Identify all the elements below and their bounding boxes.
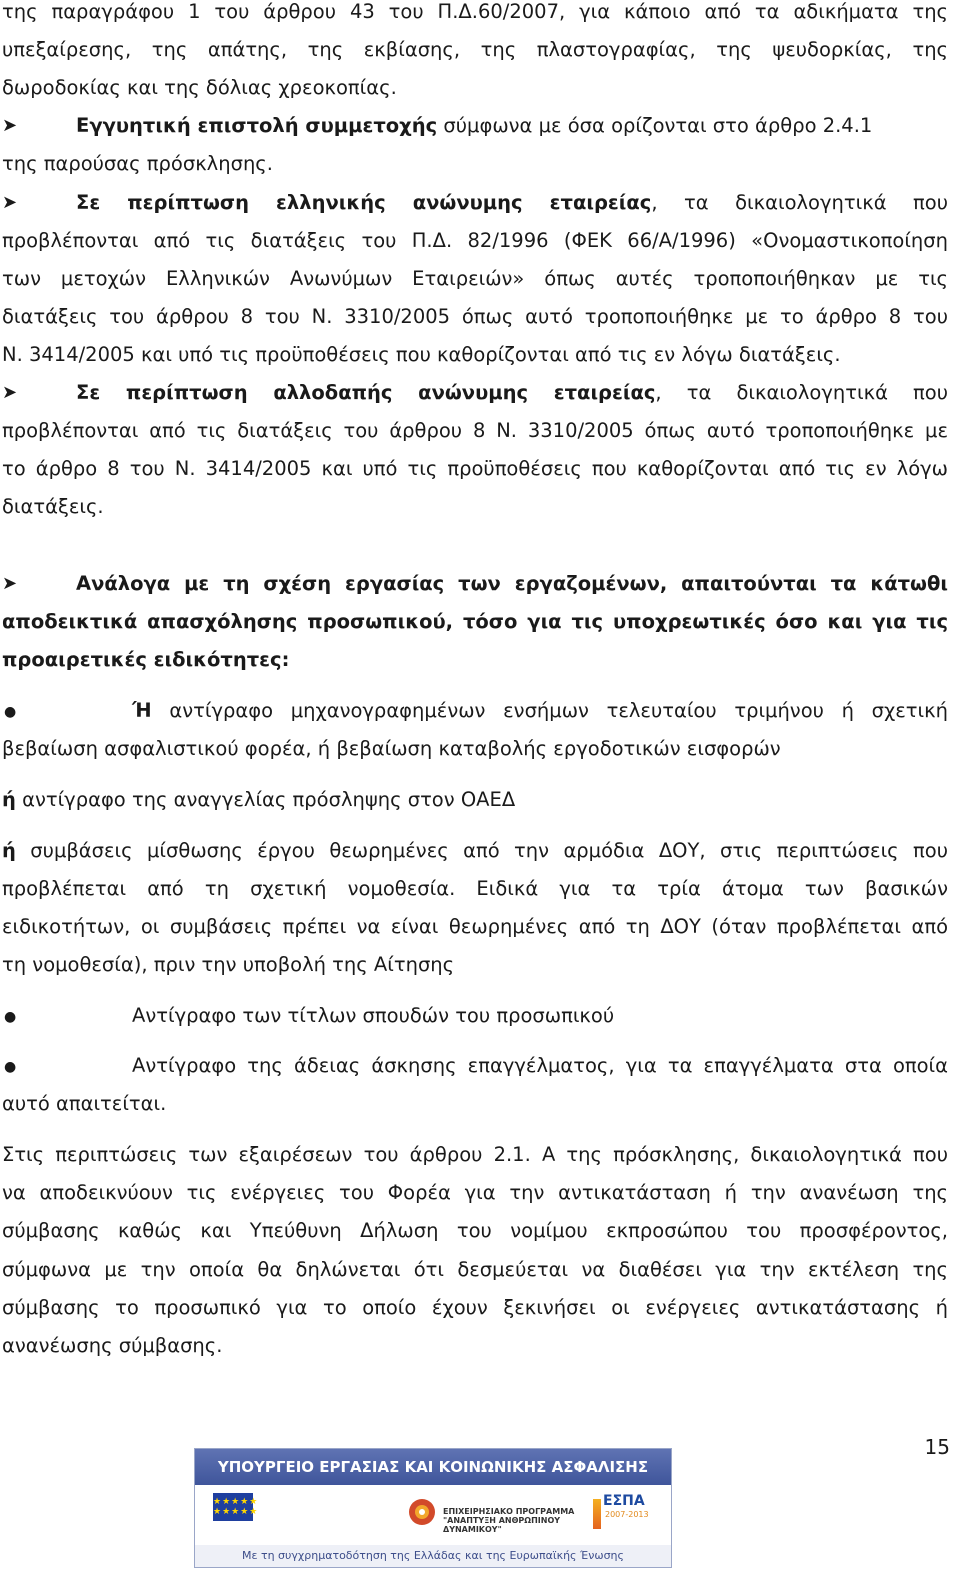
text-line: διατάξεις. xyxy=(2,495,104,518)
item-text: αντίγραφο της αναγγελίας πρόσληψης στον ΟΑΕΔ xyxy=(15,788,516,811)
closing-line: Στις περιπτώσεις των εξαιρέσεων του άρθρου 2.1. Α της πρόσκλησης, δικαιολογητικά που xyxy=(2,1143,948,1166)
bullet-dot-icon: ● xyxy=(4,704,17,720)
bullet-text: σύμφωνα με όσα ορίζονται στο άρθρο 2.4.1 xyxy=(437,114,873,137)
bullet-greek-sa xyxy=(76,191,948,215)
item-text: αντίγραφο μηχανογραφημένων ενσήμων τελευταίου τριμήνου ή σχετική xyxy=(151,699,948,722)
bullet-foreign-sa xyxy=(76,381,948,405)
bold-term: ή xyxy=(2,788,16,811)
item-oaed xyxy=(2,788,948,812)
item-titles: Αντίγραφο των τίτλων σπουδών του προσωπικού xyxy=(132,1004,615,1027)
text-line: προαιρετικές ειδικότητες: xyxy=(2,648,290,671)
arrow-bullet-icon: ➤ xyxy=(2,382,18,403)
text-line: υπεξαίρεσης, της απάτης, της εκβίασης, της πλαστογραφίας, της ψευδορκίας, της xyxy=(2,38,948,61)
text-line: της παρούσας πρόσκλησης. xyxy=(2,152,273,175)
espa-years: 2007-2013 xyxy=(605,1510,649,1519)
bullet-text: , τα δικαιολογητικά που xyxy=(655,381,948,404)
programme-label: ΕΠΙΧΕΙΡΗΣΙΑΚΟ ΠΡΟΓΡΑΜΜΑ "ΑΝΑΠΤΥΞΗ ΑΝΘΡΩΠΙΝΟΥ ΔΥΝΑΜΙΚΟΥ" xyxy=(443,1507,575,1534)
text-line: βεβαίωση ασφαλιστικού φορέα, ή βεβαίωση καταβολής εργοδοτικών εισφορών xyxy=(2,737,781,760)
footer-logo-banner xyxy=(194,1448,672,1568)
bullet-text: , τα δικαιολογητικά που xyxy=(651,191,948,214)
text-line: ειδικοτήτων, οι συμβάσεις πρέπει να είναι θεωρημένες από τη ΔΟΥ (όταν προβλέπεται από xyxy=(2,915,948,938)
item-contracts xyxy=(2,839,948,863)
text-line: προβλέπονται από τις διατάξεις του Π.Δ. 82/1996 (ΦΕΚ 66/Α/1996) «Ονομαστικοποίηση xyxy=(2,229,948,252)
arrow-bullet-icon: ➤ xyxy=(2,192,18,213)
bullet-employment-heading: Ανάλογα με τη σχέση εργασίας των εργαζομένων, απαιτούνται τα κάτωθι xyxy=(76,572,948,595)
closing-line: σύμφωνα με την οποία θα δηλώνεται ότι δεσμεύεται να διαθέσει για την εκτέλεση της xyxy=(2,1258,948,1281)
bold-term: Σε περίπτωση ελληνικής ανώνυμης εταιρείας xyxy=(76,191,652,214)
text-line: αυτό απαιτείται. xyxy=(2,1092,167,1115)
bold-term: Ή xyxy=(132,699,152,722)
text-line: προβλέπεται από τη σχετική νομοθεσία. Ειδικά για τα τρία άτομα των βασικών xyxy=(2,877,948,900)
espa-bar-icon xyxy=(593,1499,601,1529)
bold-term: ή xyxy=(2,839,16,862)
text-line: της παραγράφου 1 του άρθρου 43 του Π.Δ.60/2007, για κάποιο από τα αδικήματα της xyxy=(2,0,948,23)
item-insurance xyxy=(132,699,948,723)
bullet-dot-icon: ● xyxy=(4,1009,17,1025)
bullet-guarantee xyxy=(76,114,948,138)
bold-term: Εγγυητική επιστολή συμμετοχής xyxy=(76,114,438,137)
item-license: Αντίγραφο της άδειας άσκησης επαγγέλματος, για τα επαγγέλματα στα οποία xyxy=(132,1054,948,1077)
item-text: συμβάσεις μίσθωσης έργου θεωρημένες από την αρμόδια ΔΟΥ, στις περιπτώσεις που xyxy=(15,839,948,862)
text-line: δωροδοκίας και της δόλιας χρεοκοπίας. xyxy=(2,76,397,99)
closing-line: να αποδεικνύουν τις ενέργειες του Φορέα για την αντικατάσταση ή την ανανέωση της xyxy=(2,1181,948,1204)
programme-logo-icon xyxy=(407,1497,437,1527)
arrow-bullet-icon: ➤ xyxy=(2,573,18,594)
text-line: διατάξεις του άρθρου 8 του Ν. 3310/2005 όπως αυτό τροποποιήθηκε με το άρθρο 8 του xyxy=(2,305,948,328)
text-line: το άρθρο 8 του Ν. 3414/2005 και υπό τις προϋποθέσεις που καθορίζονται από τις εν λόγω xyxy=(2,457,948,480)
text-line: αποδεικτικά απασχόλησης προσωπικού, τόσο για τις υποχρεωτικές όσο και για τις xyxy=(2,610,948,633)
cofunding-line: Με τη συγχρηματοδότηση της Ελλάδας και της Ευρωπαϊκής Ένωσης xyxy=(195,1545,671,1567)
text-line: προβλέπονται από τις διατάξεις του άρθρου 8 Ν. 3310/2005 όπως αυτό τροποποιήθηκε με xyxy=(2,419,948,442)
page-number: 15 xyxy=(924,1435,950,1459)
text-line: Ν. 3414/2005 και υπό τις προϋποθέσεις που καθορίζονται από τις εν λόγω διατάξεις. xyxy=(2,343,841,366)
ministry-band: ΥΠΟΥΡΓΕΙΟ ΕΡΓΑΣΙΑΣ ΚΑΙ ΚΟΙΝΩΝΙΚΗΣ ΑΣΦΑΛΙΣΗΣ xyxy=(195,1449,671,1485)
bold-term: Σε περίπτωση αλλοδαπής ανώνυμης εταιρείας xyxy=(76,381,656,404)
eu-flag-icon: ★★★★★ ★★★★★ xyxy=(213,1493,253,1521)
text-line: των μετοχών Ελληνικών Ανωνύμων Εταιρειών» όπως αυτές τροποποιήθηκαν με τις xyxy=(2,267,948,290)
espa-title: ΕΣΠΑ xyxy=(603,1493,645,1509)
text-line: τη νομοθεσία), πριν την υποβολή της Αίτησης xyxy=(2,953,455,976)
closing-line: σύμβασης καθώς και Υπεύθυνη Δήλωση του νομίμου εκπροσώπου του προσφέροντος, xyxy=(2,1219,948,1242)
espa-logo xyxy=(593,1493,657,1533)
closing-line: ανανέωσης σύμβασης. xyxy=(2,1334,223,1357)
closing-line: σύμβασης το προσωπικό για το οποίο έχουν ξεκινήσει οι ενέργειες αντικατάστασης ή xyxy=(2,1296,948,1319)
bullet-dot-icon: ● xyxy=(4,1059,17,1075)
arrow-bullet-icon: ➤ xyxy=(2,115,18,136)
